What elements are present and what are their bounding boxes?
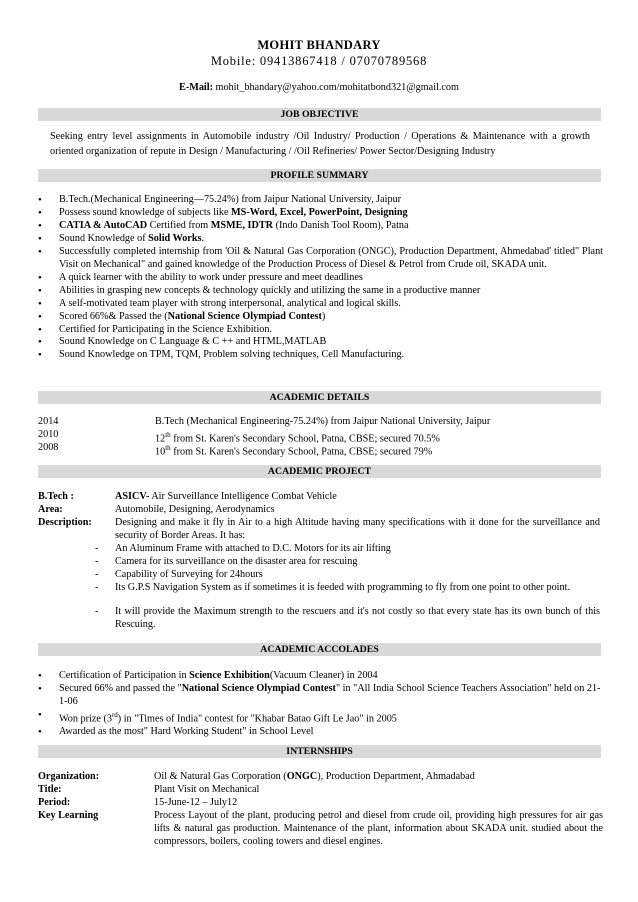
detail-cell: 12th from St. Karen's Secondary School, Patna, CBSE; secured 70.5%: [155, 431, 440, 445]
list-item: • Sound Knowledge on TPM, TQM, Problem solving techniques, Cell Manufacturing.: [38, 349, 603, 362]
list-item: • B.Tech.(Mechanical Engineering—75.24%) from Jaipur National University, Jaipur: [38, 194, 603, 207]
mobile-number: Mobile: 09413867418 / 07070789568: [210, 54, 428, 68]
btech-label: B.Tech :: [38, 491, 74, 502]
list-item: • A quick learner with the ability to work under pressure and meet deadlines: [38, 272, 603, 285]
list-item: • Scored 66%& Passed the (National Science Olympiad Contest): [38, 311, 603, 324]
area-value: Automobile, Designing, Aerodynamics: [115, 504, 275, 515]
detail-cell: 10th from St. Karen's Secondary School, Patna, CBSE; secured 79%: [155, 444, 433, 458]
email-value[interactable]: mohit_bhandary@yahoo.com/mohitatbond321@gmail.com: [215, 82, 459, 93]
period-value: 15-June-12 – July12: [154, 797, 238, 808]
list-item: • Possess sound knowledge of subjects like MS-Word, Excel, PowerPoint, Designing: [38, 207, 603, 220]
year-cell: 2008: [38, 442, 59, 453]
period-label: Period:: [38, 797, 71, 808]
internships-heading: INTERNSHIPS: [38, 745, 601, 758]
learning-value: Process Layout of the plant, producing petrol and diesel from crude oil, providing high pressures for air gas lifts & natural gas production. Maintenance of the plant, information about SKADA unit. studied about the compressors, boilers, cooling towers and diesel engines.: [154, 810, 603, 847]
area-label: Area:: [38, 504, 63, 515]
list-item: • Awarded as the most" Hard Working Student" in School Level: [38, 726, 603, 739]
academic-project-heading: ACADEMIC PROJECT: [38, 465, 601, 478]
email-label: E-Mail:: [179, 82, 213, 93]
list-item: • CATIA & AutoCAD Certified from MSME, IDTR (Indo Danish Tool Room), Patna: [38, 220, 603, 233]
list-item: • Won prize (3rd) in "Times of India" contest for "Khabar Batao Gift Le Jao" in 2005: [38, 709, 603, 726]
list-item: • Secured 66% and passed the "National Science Olympiad Contest" in "All India School Science Teachers Association" held on 21-1-06: [38, 683, 603, 709]
title-value: Plant Visit on Mechanical: [154, 784, 260, 795]
list-item: • Certified for Participating in the Science Exhibition.: [38, 324, 603, 337]
description-label: Description:: [38, 517, 92, 528]
candidate-name: MOHIT BHANDARY: [257, 38, 381, 52]
detail-cell: B.Tech (Mechanical Engineering-75.24%) from Jaipur National University, Jaipur: [155, 416, 491, 427]
year-cell: 2010: [38, 429, 59, 440]
year-cell: 2014: [38, 416, 59, 427]
list-item: • A self-motivated team player with strong interpersonal, analytical and logical skills.: [38, 298, 603, 311]
list-item: • Successfully completed internship from 'Oil & Natural Gas Corporation (ONGC), Production Department, Ahmedabad' titled" Plant Visit on Mechanical" and gained knowledge of the Production Process of Diesel & Petrol from Crude oil, SKADA unit.: [38, 246, 603, 272]
email-line: [0, 82, 638, 93]
resume-page: MOHIT BHANDARY Mobile: 09413867418 / 07070789568 E-Mail: mohit_bhandary@yahoo.com/mohitatbond321@gmail.com JOB OBJECTIVE Seeking entry level assignments in Automobile industry /Oil Industry/ Production / Operations & Maintenance with a growth oriented organization of repute in Design / Manufacturing / /Oil Refineries/ Power Sector/Designing Industry PROFILE SUMMARY • B.Tech.(Mechanical Engineering—75.24%) from Jaipur National University, Jaipur • Possess sound knowledge of subjects like MS-Word, Excel, PowerPoint, Designing • CATIA & AutoCAD Certified from MSME, IDTR (Indo Danish Tool Room), Patna • Sound Knowledge of Solid Works. • Successfully completed internship from 'Oil & Natural Gas Corporation (ONGC), Production Department, Ahmedabad' titled" Plant Visit on Mechanical" and gained knowledge of the Production Process of Diesel & Petrol from Crude oil, SKADA unit. • A quick learner with the ability to work under pressure and meet deadlines • Abilities in grasping new concepts & technology quickly and utilizing the same in a productive manner • A self-motivated team player with strong interpersonal, analytical and logical skills. • Scored 66%& Passed the (National Science Olympiad Contest) • Certified for Participating in the Science Exhibition. • Sound Knowledge on C Language & C ++ and HTML,MATLAB • Sound Knowledge on TPM, TQM, Problem solving techniques, Cell Manufacturing. ACADEMIC DETAILS 2014 B.Tech (Mechanical Engineering-75.24%) from Jaipur National University, Jaipur 2010 12th from St. Karen's Secondary School, Patna, CBSE; secured 70.5% 2008 10th from St. Karen's Secondary School, Patna, CBSE; secured 79% ACADEMIC PROJECT B.Tech : ASICV- Air Surveillance Intelligence Combat Vehicle Area: Automobile, Designing, Aerodynamics Description: Designing and make it fly in Air to a high Altitude having many specifications with it done for the surveillance and security of Border Areas. It has: - An Aluminum Frame with attached to D.C. Motors for its air lifting - Camera for its surveillance on the disaster area for rescuing - Capability of Surveying for 24hours - Its G.P.S Navigation System as if sometimes it is feeded with programming to fly from one point to other point. - It will provide the Maximum strength to the rescuers and it's not costly so that every state has its own bunch of this Rescuing. ACADEMIC ACCOLADES • Certification of Participation in Science Exhibition(Vacuum Cleaner) in 2004 • Secured 66% and passed the "National Science Olympiad Contest" in "All India School Science Teachers Association" held on 21-1-06 • Won prize (3rd) in "Times of India" contest for "Khabar Batao Gift Le Jao" in 2005 • Awarded as the most" Hard Working Student" in School Level INTERNSHIPS Organization: Oil & Natural Gas Corporation (ONGC), Production Department, Ahmadabad Title: Plant Visit on Mechanical Period: 15-June-12 – July12 Key Learning Process Layout of the plant, producing petrol and diesel from crude oil, providing high pressures for air gas lifts & natural gas production. Maintenance of the plant, information about SKADA unit. studied about the compressors, boilers, cooling towers and diesel engines.: [0, 0, 638, 902]
btech-value: ASICV- Air Surveillance Intelligence Combat Vehicle: [115, 491, 337, 502]
description-value: Designing and make it fly in Air to a high Altitude having many specifications with it done for the surveillance and security of Border Areas. It has:: [115, 517, 600, 541]
list-item: • Sound Knowledge on C Language & C ++ and HTML,MATLAB: [38, 336, 603, 349]
profile-summary-heading: PROFILE SUMMARY: [38, 169, 601, 182]
title-label: Title:: [38, 784, 62, 795]
job-objective-text: Seeking entry level assignments in Automobile industry /Oil Industry/ Production / Operations & Maintenance with a growth oriented organization of repute in Design / Manufacturing / /Oil Refineries/ Power Sector/Designing Industry: [50, 131, 590, 157]
accolades-list: [38, 670, 603, 739]
job-objective-heading: JOB OBJECTIVE: [38, 108, 601, 121]
org-label: Organization:: [38, 771, 100, 782]
list-item: • Abilities in grasping new concepts & technology quickly and utilizing the same in a productive manner: [38, 285, 603, 298]
profile-summary-list: [38, 194, 603, 362]
list-item: • Certification of Participation in Science Exhibition(Vacuum Cleaner) in 2004: [38, 670, 603, 683]
academic-details-heading: ACADEMIC DETAILS: [38, 391, 601, 404]
academic-accolades-heading: ACADEMIC ACCOLADES: [38, 643, 601, 656]
learning-label: Key Learning: [38, 810, 99, 821]
org-value: Oil & Natural Gas Corporation (ONGC), Production Department, Ahmadabad: [154, 771, 475, 782]
list-item: • Sound Knowledge of Solid Works.: [38, 233, 603, 246]
